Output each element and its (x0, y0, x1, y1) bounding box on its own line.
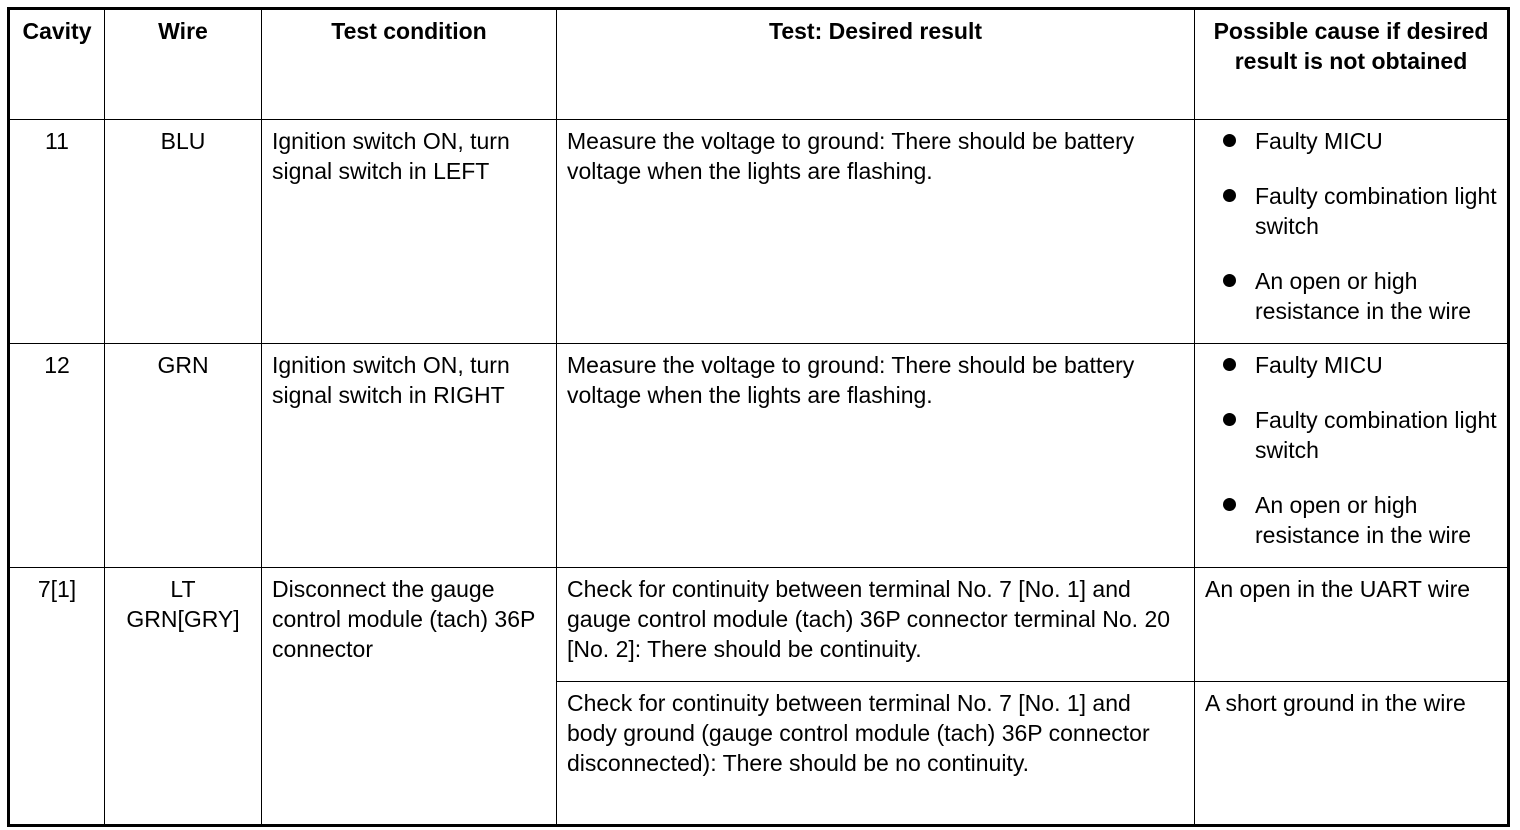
bullet-icon (1223, 189, 1236, 202)
result-cell: Check for continuity between terminal No. 7 [No. 1] and gauge control module (tach) 36P connector terminal No. 20 [No. 2]: There should be continuity. (557, 568, 1195, 682)
cavity-cell: 12 (9, 344, 105, 568)
cause-item: An open or high resistance in the wire (1205, 266, 1497, 326)
wire-cell: BLU (105, 120, 262, 344)
cause-item: Faulty combination light switch (1205, 181, 1497, 241)
wire-cell: LT GRN[GRY] (105, 568, 262, 826)
table-row (9, 120, 1509, 344)
bullet-icon (1223, 358, 1236, 371)
cause-list (1205, 350, 1497, 550)
header-possible-cause: Possible cause if desired result is not obtained (1195, 9, 1509, 120)
cavity-cell: 7[1] (9, 568, 105, 826)
header-test-condition: Test condition (262, 9, 557, 120)
result-cell: Measure the voltage to ground: There should be battery voltage when the lights are flashing. (557, 344, 1195, 568)
diagnostic-table (7, 7, 1510, 827)
bullet-icon (1223, 413, 1236, 426)
cause-list (1205, 126, 1497, 326)
cavity-cell: 11 (9, 120, 105, 344)
cause-cell (1195, 344, 1509, 568)
cause-item: Faulty combination light switch (1205, 405, 1497, 465)
bullet-icon (1223, 274, 1236, 287)
cause-cell: An open in the UART wire (1195, 568, 1509, 682)
cause-cell: A short ground in the wire (1195, 682, 1509, 826)
result-cell: Measure the voltage to ground: There should be battery voltage when the lights are flashing. (557, 120, 1195, 344)
header-desired-result: Test: Desired result (557, 9, 1195, 120)
condition-cell: Disconnect the gauge control module (tach) 36P connector (262, 568, 557, 826)
table-row (9, 344, 1509, 568)
cause-item: Faulty MICU (1205, 350, 1497, 380)
cause-cell (1195, 120, 1509, 344)
condition-cell: Ignition switch ON, turn signal switch in LEFT (262, 120, 557, 344)
cause-item: Faulty MICU (1205, 126, 1497, 156)
result-cell: Check for continuity between terminal No. 7 [No. 1] and body ground (gauge control module (tach) 36P connector disconnected): There should be no continuity. (557, 682, 1195, 826)
cause-item: An open or high resistance in the wire (1205, 490, 1497, 550)
header-wire: Wire (105, 9, 262, 120)
bullet-icon (1223, 498, 1236, 511)
header-cavity: Cavity (9, 9, 105, 120)
wire-cell: GRN (105, 344, 262, 568)
table-row (9, 568, 1509, 682)
header-row (9, 9, 1509, 120)
bullet-icon (1223, 134, 1236, 147)
condition-cell: Ignition switch ON, turn signal switch in RIGHT (262, 344, 557, 568)
